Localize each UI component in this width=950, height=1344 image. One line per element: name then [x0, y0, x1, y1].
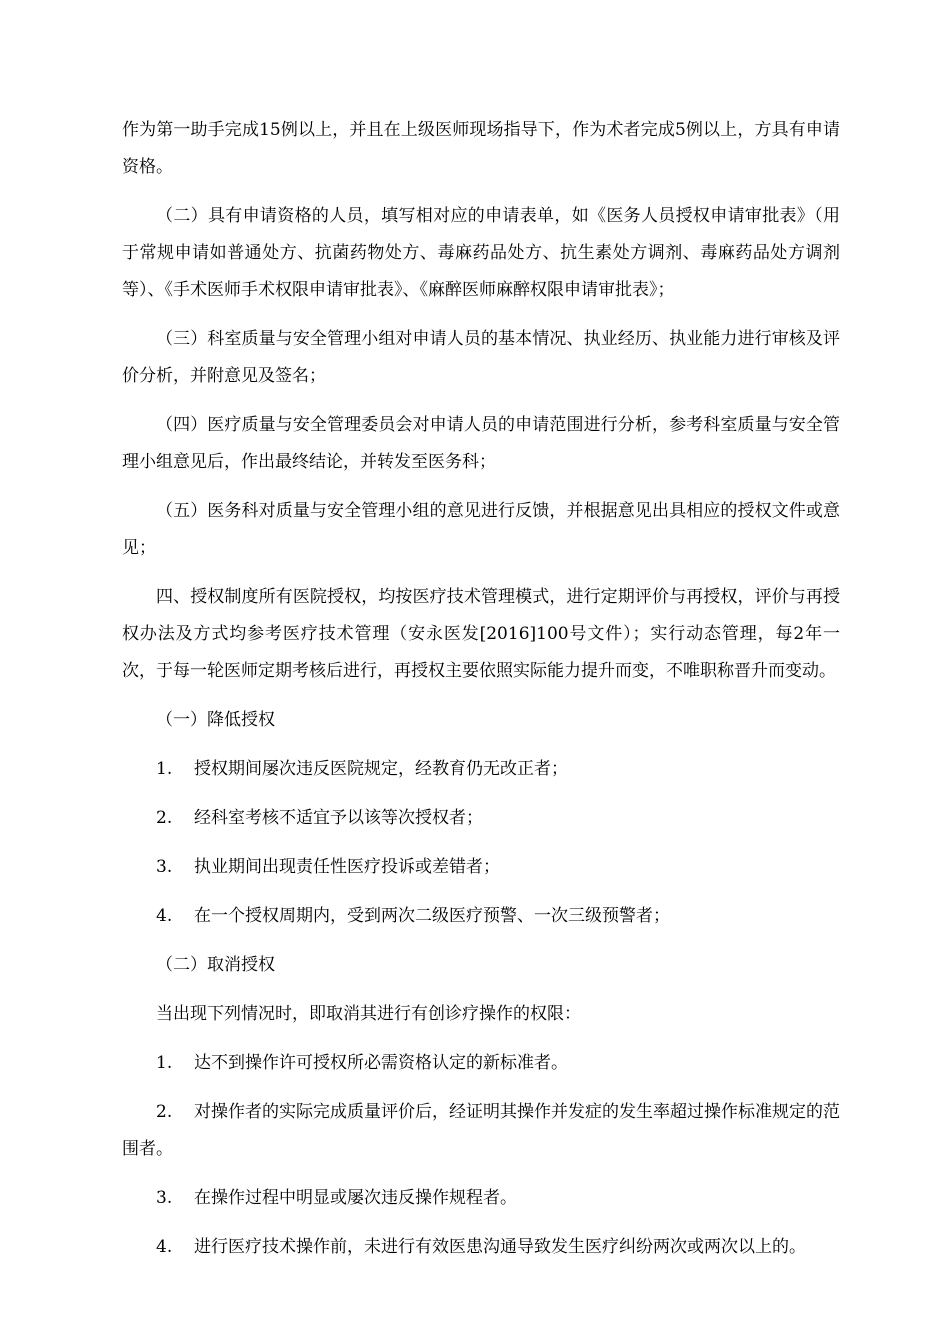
list-item-number: 3. [156, 1188, 173, 1208]
list-item [122, 849, 840, 886]
list-item [122, 898, 840, 935]
list-item-text: 对操作者的实际完成质量评价后，经证明其操作并发症的发生率超过操作标准规定的范围者。 [122, 1102, 840, 1159]
paragraph: 四、授权制度所有医院授权，均按医疗技术管理模式，进行定期评价与再授权，评价与再授权办法及方式均参考医疗技术管理（安永医发[2016]100号文件）；实行动态管理，每2年一次，于每一轮医师定期考核后进行，再授权主要依照实际能力提升而变，不唯职称晋升而变动。 [122, 587, 840, 681]
list-item [122, 1094, 840, 1168]
list-item [122, 1229, 840, 1266]
list-item-text: 经科室考核不适宜予以该等次授权者； [194, 808, 483, 828]
paragraph: （四）医疗质量与安全管理委员会对申请人员的申请范围进行分析，参考科室质量与安全管理小组意见后，作出最终结论，并转发至医务科； [122, 415, 840, 472]
list-item [122, 1180, 840, 1217]
list-item-text: 进行医疗技术操作前，未进行有效医患沟通导致发生医疗纠纷两次或两次以上的。 [194, 1237, 806, 1257]
document-body [122, 112, 840, 1278]
list-item [122, 1045, 840, 1082]
section-heading: （一）降低授权 [156, 710, 275, 730]
paragraph: （五）医务科对质量与安全管理小组的意见进行反馈，并根据意见出具相应的授权文件或意见； [122, 501, 840, 558]
list-item-number: 3. [156, 857, 173, 877]
list-item-text: 授权期间屡次违反医院规定，经教育仍无改正者； [194, 759, 568, 779]
paragraph: 作为第一助手完成15例以上，并且在上级医师现场指导下，作为术者完成5例以上，方具有申请资格。 [122, 120, 840, 177]
list-item-text: 在操作过程中明显或屡次违反操作规程者。 [194, 1188, 517, 1208]
paragraph: （三）科室质量与安全管理小组对申请人员的基本情况、执业经历、执业能力进行审核及评价分析，并附意见及签名； [122, 329, 840, 386]
list-item-text: 达不到操作许可授权所必需资格认定的新标准者。 [194, 1053, 568, 1073]
list-item [122, 751, 840, 788]
list-item-number: 4. [156, 1237, 173, 1257]
list-item-number: 4. [156, 906, 173, 926]
list-item-text: 在一个授权周期内，受到两次二级医疗预警、一次三级预警者； [194, 906, 670, 926]
list-item-number: 1. [156, 1053, 173, 1073]
list-item-number: 2. [156, 1102, 173, 1122]
list-item-number: 2. [156, 808, 173, 828]
paragraph: 当出现下列情况时，即取消其进行有创诊疗操作的权限： [156, 1004, 581, 1024]
section-heading: （二）取消授权 [156, 955, 275, 975]
list-item-number: 1. [156, 759, 173, 779]
list-item-text: 执业期间出现责任性医疗投诉或差错者； [194, 857, 500, 877]
list-item [122, 800, 840, 837]
paragraph: （二）具有申请资格的人员，填写相对应的申请表单，如《医务人员授权申请审批表》（用于常规申请如普通处方、抗菌药物处方、毒麻药品处方、抗生素处方调剂、毒麻药品处方调剂等）、《手术医师手术权限申请审批表》、《麻醉医师麻醉权限申请审批表》； [122, 206, 840, 300]
